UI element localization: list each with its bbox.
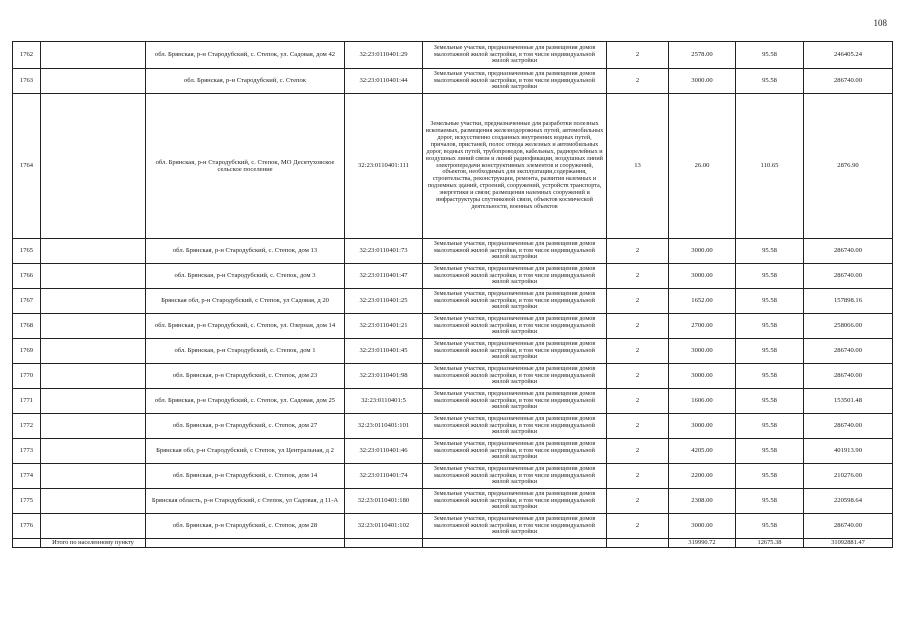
- row-permitted-use: Земельные участки, предназначенные для размещения домов малоэтажной жилой застройки, в том числе индивидуальной жилой застройки: [423, 339, 607, 364]
- row-spacer: [41, 289, 146, 314]
- row-spacer: [41, 94, 146, 239]
- row-rate: 95.58: [736, 414, 804, 439]
- row-cadastral-value: 286740.00: [804, 514, 893, 539]
- row-use-code: 13: [607, 94, 669, 239]
- total-use-cell: [423, 539, 607, 548]
- row-spacer: [41, 439, 146, 464]
- row-address: обл. Брянская, р-н Стародубский, с. Степок, дом 1: [146, 339, 345, 364]
- row-address: обл. Брянская, р-н Стародубский, с. Степок, дом 23: [146, 364, 345, 389]
- row-number: 1775: [13, 489, 41, 514]
- row-address: обл. Брянская, р-н Стародубский, с. Степок, дом 13: [146, 239, 345, 264]
- table-row: [13, 464, 893, 489]
- row-use-code: 2: [607, 69, 669, 94]
- row-rate: 95.58: [736, 314, 804, 339]
- row-permitted-use: Земельные участки, предназначенные для размещения домов малоэтажной жилой застройки, в том числе индивидуальной жилой застройки: [423, 239, 607, 264]
- table-row: [13, 439, 893, 464]
- row-permitted-use: Земельные участки, предназначенные для размещения домов малоэтажной жилой застройки, в том числе индивидуальной жилой застройки: [423, 289, 607, 314]
- row-use-code: 2: [607, 489, 669, 514]
- row-permitted-use: Земельные участки, предназначенные для размещения домов малоэтажной жилой застройки, в том числе индивидуальной жилой застройки: [423, 264, 607, 289]
- row-cadastral-value: 220598.64: [804, 489, 893, 514]
- row-spacer: [41, 364, 146, 389]
- total-rate: 12675.38: [736, 539, 804, 548]
- table-row: [13, 289, 893, 314]
- row-cadastral-number: 32:23:0110401:47: [345, 264, 423, 289]
- row-address: обл. Брянская, р-н Стародубский, с. Степок, дом 14: [146, 464, 345, 489]
- row-permitted-use: Земельные участки, предназначенные для размещения домов малоэтажной жилой застройки, в том числе индивидуальной жилой застройки: [423, 489, 607, 514]
- table-row: [13, 69, 893, 94]
- row-cadastral-number: 32:23:0110401:73: [345, 239, 423, 264]
- row-cadastral-number: 32:23:0110401:74: [345, 464, 423, 489]
- row-area: 3000.00: [669, 69, 736, 94]
- row-spacer: [41, 339, 146, 364]
- table-body: [13, 42, 893, 539]
- row-rate: 95.58: [736, 264, 804, 289]
- row-number: 1773: [13, 439, 41, 464]
- row-rate: 95.58: [736, 364, 804, 389]
- row-number: 1774: [13, 464, 41, 489]
- row-number: 1768: [13, 314, 41, 339]
- row-spacer: [41, 69, 146, 94]
- row-use-code: 2: [607, 239, 669, 264]
- row-address: Брянская обл, р-н Стародубский, с Степок, ул Центральная, д 2: [146, 439, 345, 464]
- row-area: 3000.00: [669, 264, 736, 289]
- row-number: 1767: [13, 289, 41, 314]
- row-cadastral-value: 210276.00: [804, 464, 893, 489]
- row-address: обл. Брянская, р-н Стародубский, с. Степок, ул. Озерная, дом 14: [146, 314, 345, 339]
- row-use-code: 2: [607, 289, 669, 314]
- row-spacer: [41, 389, 146, 414]
- total-address-cell: [146, 539, 345, 548]
- row-cadastral-number: 32:23:0110401:98: [345, 364, 423, 389]
- row-number: 1762: [13, 42, 41, 69]
- row-cadastral-value: 258066.00: [804, 314, 893, 339]
- row-area: 2700.00: [669, 314, 736, 339]
- row-area: 3000.00: [669, 339, 736, 364]
- row-cadastral-number: 32:23:0110401:29: [345, 42, 423, 69]
- row-rate: 95.58: [736, 464, 804, 489]
- row-address: обл. Брянская, р-н Стародубский, с. Степок, ул. Садовая, дом 25: [146, 389, 345, 414]
- table-row: [13, 239, 893, 264]
- row-cadastral-value: 153501.48: [804, 389, 893, 414]
- row-permitted-use: Земельные участки, предназначенные для размещения домов малоэтажной жилой застройки, в том числе индивидуальной жилой застройки: [423, 314, 607, 339]
- table-row: [13, 42, 893, 69]
- row-cadastral-number: 32:23:0110401:102: [345, 514, 423, 539]
- total-area: 319990.72: [669, 539, 736, 548]
- row-address: обл. Брянская, р-н Стародубский, с. Степок, дом 3: [146, 264, 345, 289]
- row-cadastral-value: 286740.00: [804, 364, 893, 389]
- row-number: 1769: [13, 339, 41, 364]
- row-area: 4205.00: [669, 439, 736, 464]
- row-number: 1776: [13, 514, 41, 539]
- row-cadastral-number: 32:23:0110401:44: [345, 69, 423, 94]
- total-row: [13, 539, 893, 548]
- row-cadastral-number: 32:23:0110401:101: [345, 414, 423, 439]
- table-row: [13, 264, 893, 289]
- row-cadastral-number: 32:23:0110401:46: [345, 439, 423, 464]
- row-permitted-use: Земельные участки, предназначенные для размещения домов малоэтажной жилой застройки, в том числе индивидуальной жилой застройки: [423, 439, 607, 464]
- row-rate: 95.58: [736, 42, 804, 69]
- row-area: 26.00: [669, 94, 736, 239]
- row-cadastral-value: 246405.24: [804, 42, 893, 69]
- row-use-code: 2: [607, 339, 669, 364]
- row-number: 1772: [13, 414, 41, 439]
- row-use-code: 2: [607, 464, 669, 489]
- row-rate: 95.58: [736, 439, 804, 464]
- row-rate: 95.58: [736, 514, 804, 539]
- row-number: 1763: [13, 69, 41, 94]
- row-permitted-use: Земельные участки, предназначенные для разработки полезных ископаемых, размещения железнодорожных путей, автомобильных дорог, искусственно созданных внутренних водных путей, причалов, пристаней, полос отвода железных и автомобильных дорог, водных путей, трубопроводов, кабельных, радиорелейных и воздушных линий связи и линий радиофикации, воздушных линий электропередачи конструктивных элементов и сооружений, объектов, необходимых для эксплуатации,содержания, строительства, реконструкции, ремонта, развития наземных и подземных зданий, строений, сооружений, устройств транспорта, энергетики и связи; размещения наземных сооружений и инфраструктуры спутниковой связи, объектов космической деятельности, военных объектов: [423, 94, 607, 239]
- row-spacer: [41, 239, 146, 264]
- row-rate: 95.58: [736, 69, 804, 94]
- row-number: 1771: [13, 389, 41, 414]
- table-row: [13, 489, 893, 514]
- row-address: обл. Брянская, р-н Стародубский, с. Степок, МО Десятуховское сельское поселение: [146, 94, 345, 239]
- row-spacer: [41, 514, 146, 539]
- page-number: 108: [873, 18, 887, 28]
- row-number: 1770: [13, 364, 41, 389]
- row-use-code: 2: [607, 264, 669, 289]
- row-area: 1606.00: [669, 389, 736, 414]
- row-spacer: [41, 264, 146, 289]
- row-cadastral-value: 157898.16: [804, 289, 893, 314]
- row-cadastral-value: 286740.00: [804, 264, 893, 289]
- row-use-code: 2: [607, 514, 669, 539]
- row-cadastral-number: 32:23:0110401:25: [345, 289, 423, 314]
- land-registry-table: [12, 41, 893, 548]
- row-area: 3000.00: [669, 414, 736, 439]
- row-use-code: 2: [607, 414, 669, 439]
- row-rate: 95.58: [736, 389, 804, 414]
- row-use-code: 2: [607, 314, 669, 339]
- row-permitted-use: Земельные участки, предназначенные для размещения домов малоэтажной жилой застройки, в том числе индивидуальной жилой застройки: [423, 389, 607, 414]
- row-permitted-use: Земельные участки, предназначенные для размещения домов малоэтажной жилой застройки, в том числе индивидуальной жилой застройки: [423, 464, 607, 489]
- row-cadastral-number: 32:23:0110401:111: [345, 94, 423, 239]
- row-use-code: 2: [607, 389, 669, 414]
- row-cadastral-value: 286740.00: [804, 239, 893, 264]
- table-row: [13, 94, 893, 239]
- row-rate: 95.58: [736, 489, 804, 514]
- row-rate: 95.58: [736, 339, 804, 364]
- row-spacer: [41, 42, 146, 69]
- row-cadastral-value: 286740.00: [804, 414, 893, 439]
- row-use-code: 2: [607, 42, 669, 69]
- row-cadastral-number: 32:23:0110401:45: [345, 339, 423, 364]
- row-spacer: [41, 489, 146, 514]
- row-cadastral-value: 286740.00: [804, 69, 893, 94]
- row-address: Брянская обл, р-н Стародубский, с Степок, ул Садовая, д 20: [146, 289, 345, 314]
- table-row: [13, 514, 893, 539]
- row-area: 1652.00: [669, 289, 736, 314]
- total-num-cell: [13, 539, 41, 548]
- total-label: Итого по населенному пункту: [41, 539, 146, 548]
- row-use-code: 2: [607, 364, 669, 389]
- row-rate: 110.65: [736, 94, 804, 239]
- row-address: обл. Брянская, р-н Стародубский, с. Степок, дом 27: [146, 414, 345, 439]
- row-address: обл. Брянская, р-н Стародубский, с. Степок, ул. Садовая, дом 42: [146, 42, 345, 69]
- row-address: обл. Брянская, р-н Стародубский, с. Степок: [146, 69, 345, 94]
- row-area: 3000.00: [669, 514, 736, 539]
- row-cadastral-value: 286740.00: [804, 339, 893, 364]
- row-cadastral-number: 32:23:0110401:21: [345, 314, 423, 339]
- table-row: [13, 339, 893, 364]
- row-permitted-use: Земельные участки, предназначенные для размещения домов малоэтажной жилой застройки, в том числе индивидуальной жилой застройки: [423, 42, 607, 69]
- row-permitted-use: Земельные участки, предназначенные для размещения домов малоэтажной жилой застройки, в том числе индивидуальной жилой застройки: [423, 414, 607, 439]
- total-cadastral-cell: [345, 539, 423, 548]
- row-number: 1764: [13, 94, 41, 239]
- row-area: 2200.00: [669, 464, 736, 489]
- row-permitted-use: Земельные участки, предназначенные для размещения домов малоэтажной жилой застройки, в том числе индивидуальной жилой застройки: [423, 69, 607, 94]
- row-address: Брянская область, р-н Стародубский, с Степок, ул Садовая, д 11-А: [146, 489, 345, 514]
- row-spacer: [41, 464, 146, 489]
- row-permitted-use: Земельные участки, предназначенные для размещения домов малоэтажной жилой застройки, в том числе индивидуальной жилой застройки: [423, 514, 607, 539]
- row-use-code: 2: [607, 439, 669, 464]
- row-area: 3000.00: [669, 239, 736, 264]
- row-permitted-use: Земельные участки, предназначенные для размещения домов малоэтажной жилой застройки, в том числе индивидуальной жилой застройки: [423, 364, 607, 389]
- total-value: 31092881.47: [804, 539, 893, 548]
- table-row: [13, 314, 893, 339]
- row-cadastral-value: 401913.90: [804, 439, 893, 464]
- row-area: 3000.00: [669, 364, 736, 389]
- row-cadastral-value: 2876.90: [804, 94, 893, 239]
- row-area: 2578.00: [669, 42, 736, 69]
- table-row: [13, 389, 893, 414]
- table-row: [13, 364, 893, 389]
- row-number: 1766: [13, 264, 41, 289]
- table-row: [13, 414, 893, 439]
- row-spacer: [41, 314, 146, 339]
- row-cadastral-number: 32:23:0110401:5: [345, 389, 423, 414]
- row-rate: 95.58: [736, 239, 804, 264]
- row-number: 1765: [13, 239, 41, 264]
- row-spacer: [41, 414, 146, 439]
- row-area: 2308.00: [669, 489, 736, 514]
- row-cadastral-number: 32:23:0110401:180: [345, 489, 423, 514]
- row-rate: 95.58: [736, 289, 804, 314]
- total-code-cell: [607, 539, 669, 548]
- row-address: обл. Брянская, р-н Стародубский, с. Степок, дом 28: [146, 514, 345, 539]
